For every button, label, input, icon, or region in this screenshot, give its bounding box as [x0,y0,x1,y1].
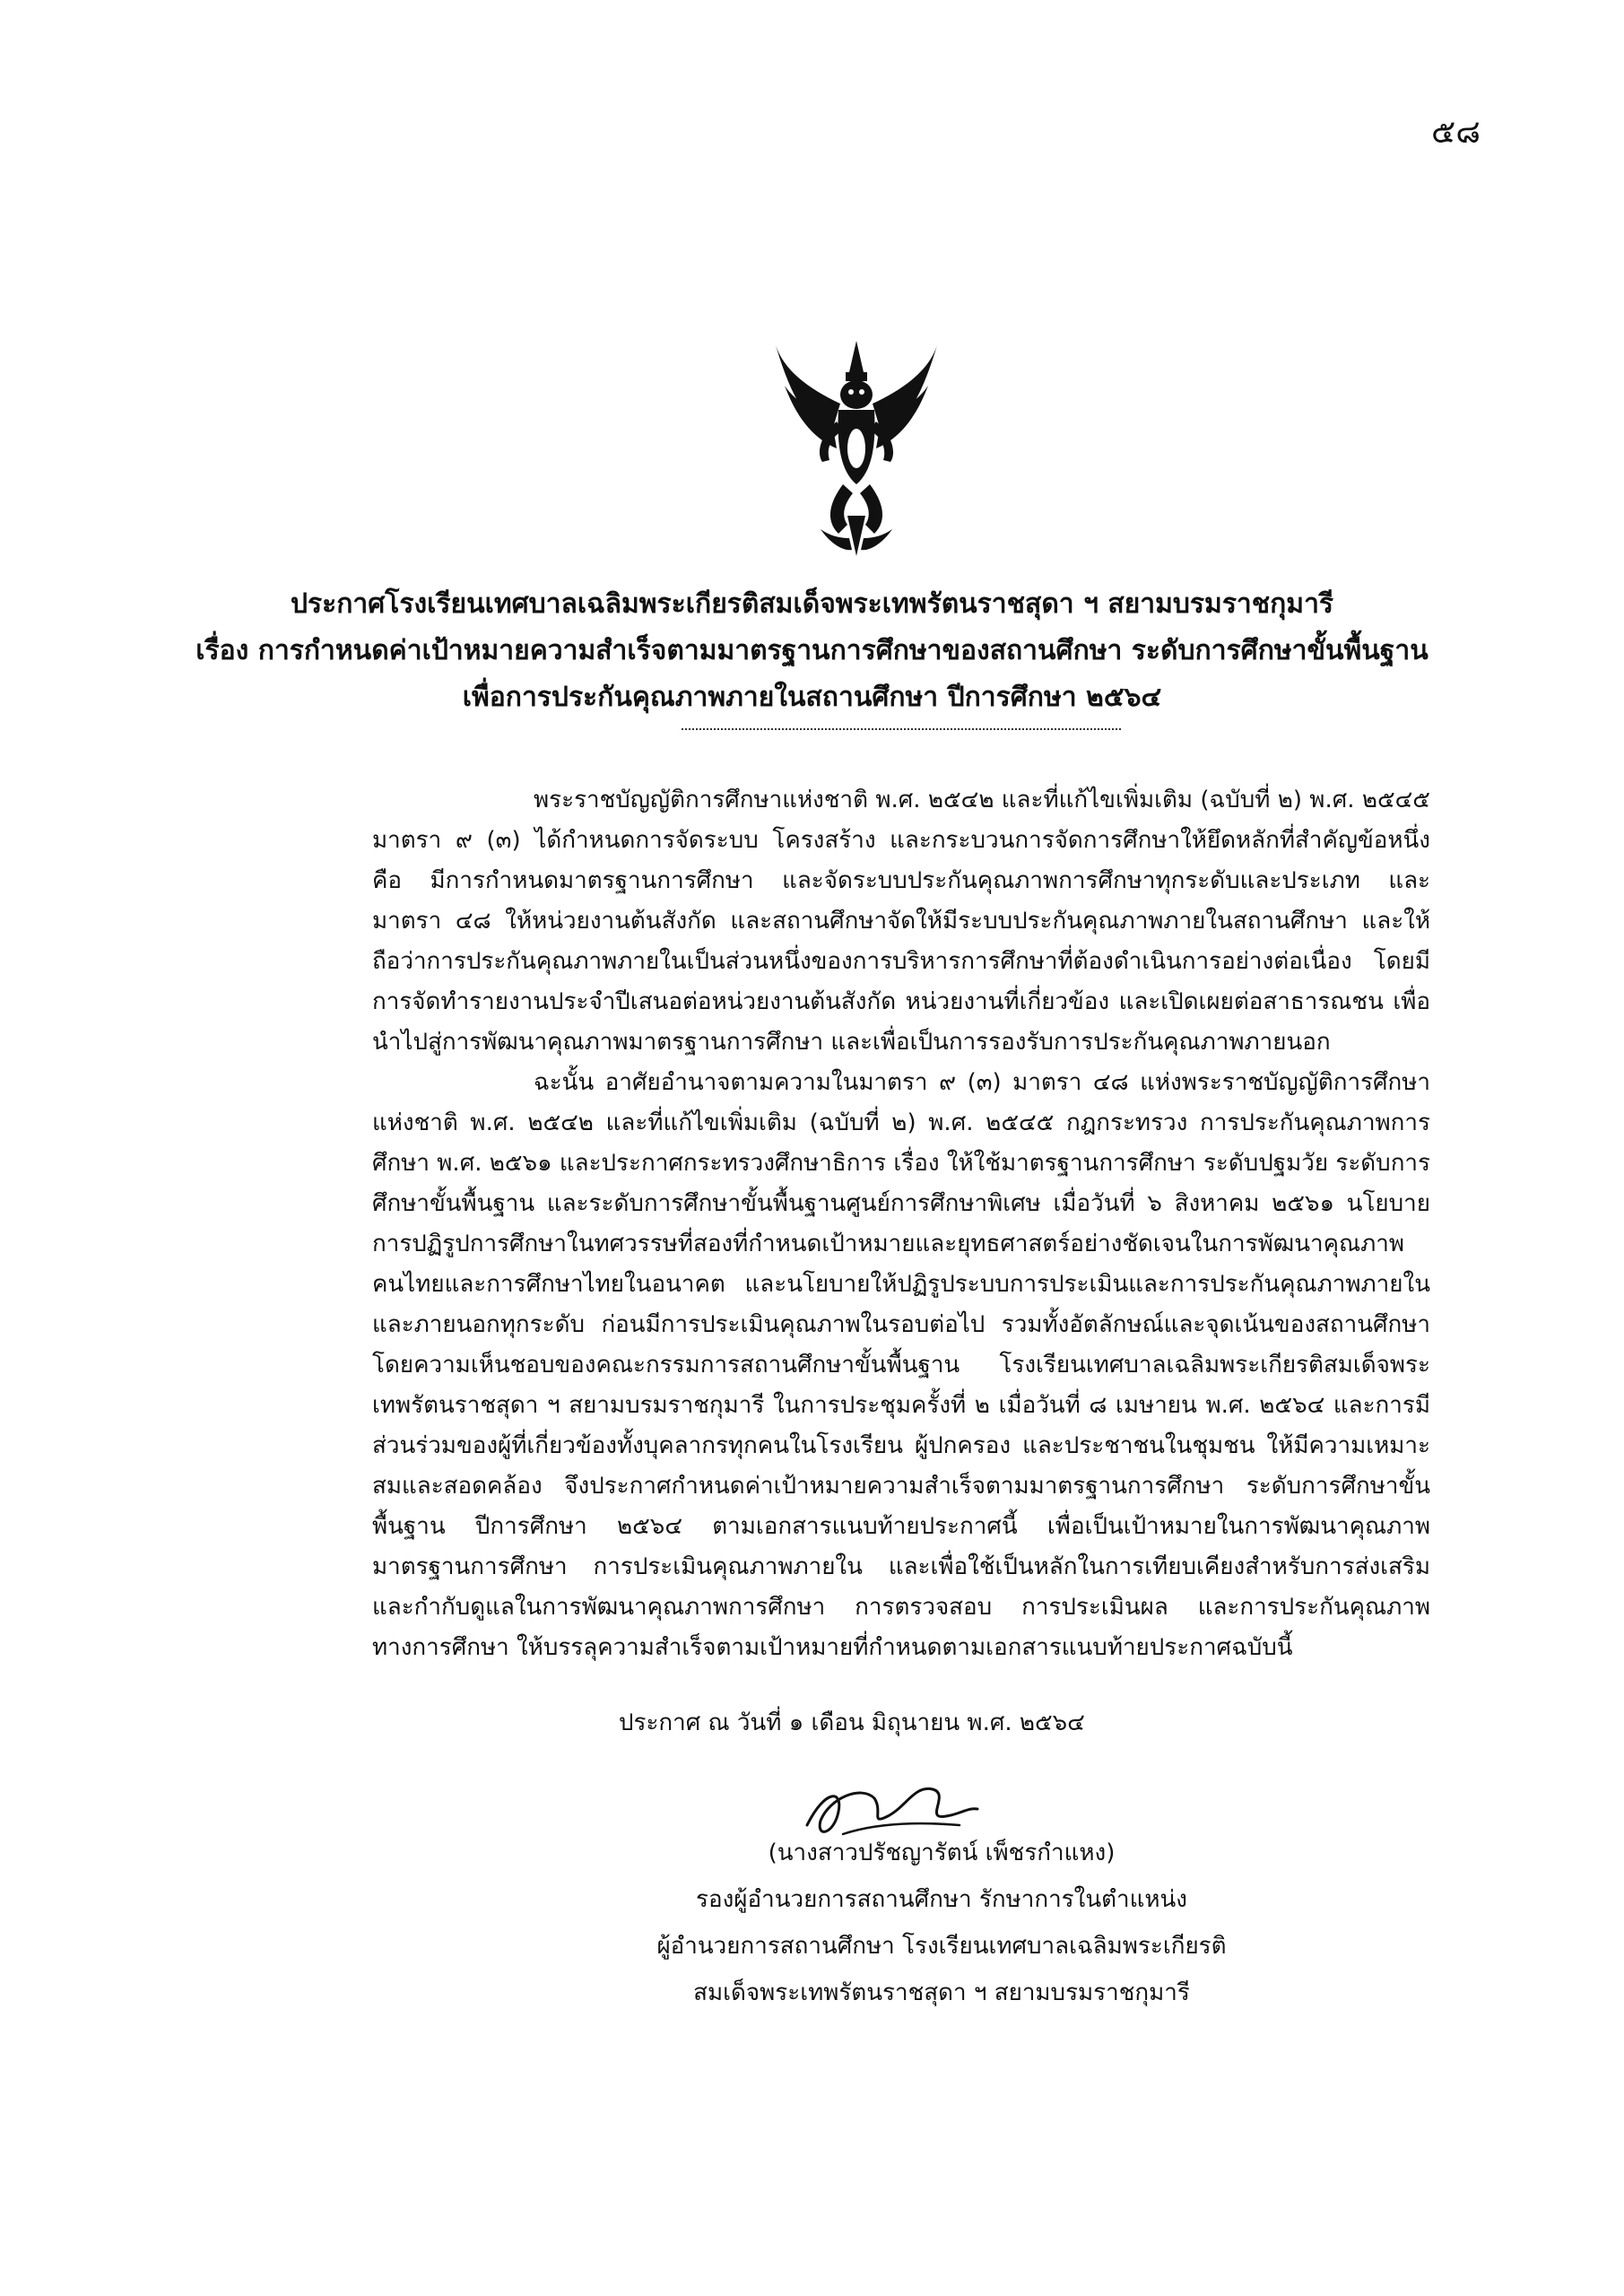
announcement-header [90,581,1534,721]
body-paragraph-2: ฉะนั้น อาศัยอำนาจตามความในมาตรา ๙ (๓) มาตรา ๔๘ แห่งพระราชบัญญัติการศึกษาแห่งชาติ พ.ศ. ๒๕๔๒ และที่แก้ไขเพิ่มเติม (ฉบับที่ ๒) พ.ศ. ๒๕๔๕ กฎกระทรวง การประกันคุณภาพการศึกษา พ.ศ. ๒๕๖๑ และประกาศกระทรวงศึกษาธิการ เรื่อง ให้ใช้มาตรฐานการศึกษา ระดับปฐมวัย ระดับการศึกษาขั้นพื้นฐาน และระดับการศึกษาขั้นพื้นฐานศูนย์การศึกษาพิเศษ เมื่อวันที่ ๖ สิงหาคม ๒๕๖๑ นโยบายการปฏิรูปการศึกษาในทศวรรษที่สองที่กำหนดเป้าหมายและยุทธศาสตร์อย่างชัดเจนในการพัฒนาคุณภาพคนไทยและการศึกษาไทยในอนาคต และนโยบายให้ปฏิรูประบบการประเมินและการประกันคุณภาพภายในและภายนอกทุกระดับ ก่อนมีการประเมินคุณภาพในรอบต่อไป รวมทั้งอัตลักษณ์และจุดเน้นของสถานศึกษา โดยความเห็นชอบของคณะกรรมการสถานศึกษาขั้นพื้นฐาน โรงเรียนเทศบาลเฉลิมพระเกียรติสมเด็จพระเทพรัตนราชสุดา ฯ สยามบรมราชกุมารี ในการประชุมครั้งที่ ๒ เมื่อวันที่ ๘ เมษายน พ.ศ. ๒๕๖๔ และการมีส่วนร่วมของผู้ที่เกี่ยวข้องทั้งบุคลากรทุกคนในโรงเรียน ผู้ปกครอง และประชาชนในชุมชน ให้มีความเหมาะสมและสอดคล้อง จึงประกาศกำหนดค่าเป้าหมายความสำเร็จตามมาตรฐานการศึกษา ระดับการศึกษาขั้นพื้นฐาน ปีการศึกษา ๒๕๖๔ ตามเอกสารแนบท้ายประกาศนี้ เพื่อเป็นเป้าหมายในการพัฒนาคุณภาพมาตรฐานการศึกษา การประเมินคุณภาพภายใน และเพื่อใช้เป็นหลักในการเทียบเคียงสำหรับการส่งเสริมและกำกับดูแลในการพัฒนาคุณภาพการศึกษา การตรวจสอบ การประเมินผล และการประกันคุณภาพทางการศึกษา ให้บรรลุความสำเร็จตามเป้าหมายที่กำหนดตามเอกสารแนบท้ายประกาศฉบับนี้ [372,1069,1430,1661]
garuda-emblem-icon [767,336,946,561]
announcement-date: ประกาศ ณ วันที่ ๑ เดือน มิถุนายน พ.ศ. ๒๕๖๔ [619,1709,1085,1736]
signer-title-3: สมเด็จพระเทพรัตนราชสุดา ฯ สยามบรมราชกุมารี [693,1979,1190,2006]
announcement-body [372,780,1430,1668]
header-purpose: เพื่อการประกันคุณภาพภายในสถานศึกษา ปีการศึกษา ๒๕๖๔ [462,682,1162,713]
signer-name: (นางสาวปรัชญารัตน์ เพ็ชรกำแหง) [768,1839,1116,1866]
header-title: ประกาศโรงเรียนเทศบาลเฉลิมพระเกียรติสมเด็จพระเทพรัตนราชสุดา ฯ สยามบรมราชกุมารี [290,588,1334,620]
body-paragraph-1: พระราชบัญญัติการศึกษาแห่งชาติ พ.ศ. ๒๕๔๒ และที่แก้ไขเพิ่มเติม (ฉบับที่ ๒) พ.ศ. ๒๕๔๕ มาตรา ๙ (๓) ได้กำหนดการจัดระบบ โครงสร้าง และกระบวนการจัดการศึกษาให้ยึดหลักที่สำคัญข้อหนึ่ง คือ มีการกำหนดมาตรฐานการศึกษา และจัดระบบประกันคุณภาพการศึกษาทุกระดับและประเภท และมาตรา ๔๘ ให้หน่วยงานต้นสังกัด และสถานศึกษาจัดให้มีระบบประกันคุณภาพภายในสถานศึกษา และให้ถือว่าการประกันคุณภาพภายในเป็นส่วนหนึ่งของการบริหารการศึกษาที่ต้องดำเนินการอย่างต่อเนื่อง โดยมีการจัดทำรายงานประจำปีเสนอต่อหน่วยงานต้นสังกัด หน่วยงานที่เกี่ยวข้อง และเปิดเผยต่อสาธารณชน เพื่อนำไปสู่การพัฒนาคุณภาพมาตรฐานการศึกษา และเพื่อเป็นการรองรับการประกันคุณภาพภายนอก [372,787,1430,1056]
signer-block [628,1830,1255,2016]
header-subject: เรื่อง การกำหนดค่าเป้าหมายความสำเร็จตามมาตรฐานการศึกษาของสถานศึกษา ระดับการศึกษาขั้นพื้นฐาน [195,635,1429,666]
dotted-divider [682,728,1121,730]
page-number: ๕๘ [1430,114,1481,151]
signer-title-2: ผู้อำนวยการสถานศึกษา โรงเรียนเทศบาลเฉลิมพระเกียรติ [656,1933,1227,1960]
signer-title-1: รองผู้อำนวยการสถานศึกษา รักษาการในตำแหน่ง [696,1886,1187,1913]
